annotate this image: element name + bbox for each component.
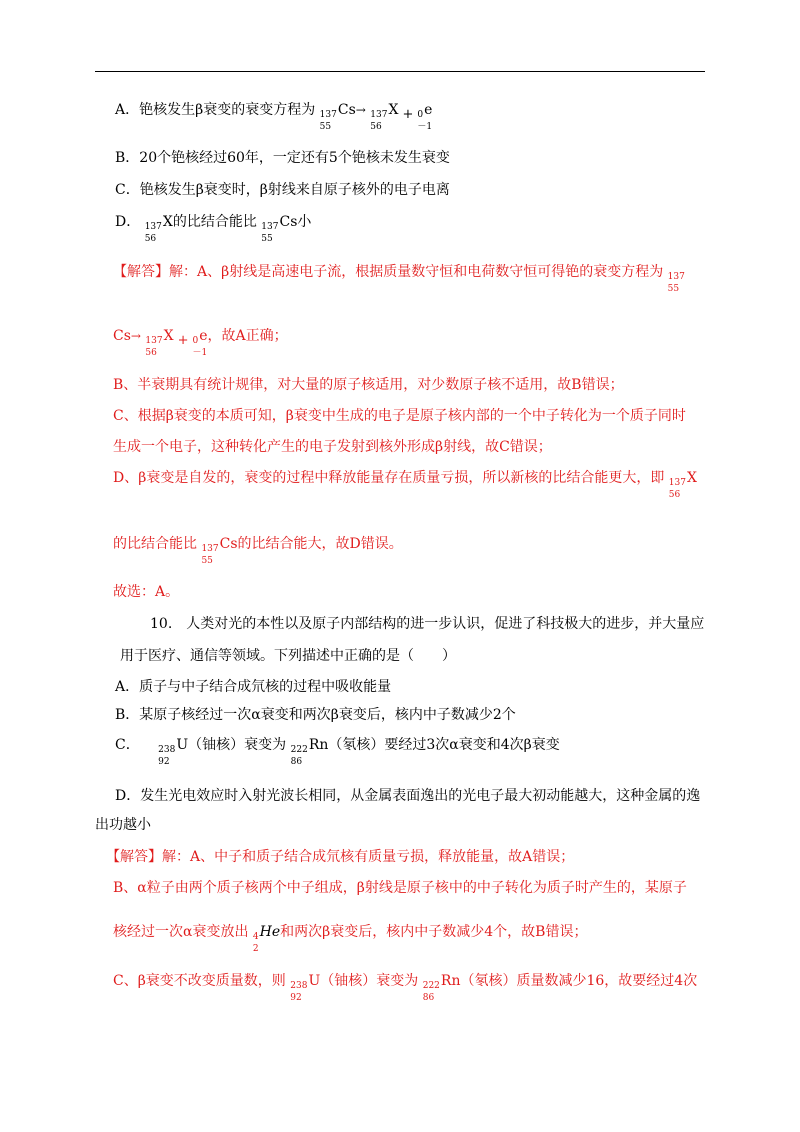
nuclide-e: $_0$ －1 [192, 336, 208, 358]
answer-tag: 【解答】 [113, 264, 169, 280]
nuclide-e: $_0$e －1 [417, 102, 433, 132]
arrow-icon: → [355, 103, 366, 117]
nuclide-x: $_{137}$X 56 [370, 102, 399, 132]
q10-answer-b-2: 核经过一次α衰变放出 $_4$He 2 和两次β衰变后，核内中子数减少4个，故B错误； [113, 924, 588, 954]
q9-answer-a: 【解答】解：A、β射线是高速电子流，根据质量数守恒和电荷数守恒可得铯的衰变方程为 $_{137}$ 55 [113, 264, 685, 294]
arrow-icon: → [130, 329, 141, 343]
q10-stem-1: 10. 人类对光的本性以及原子内部结构的进一步认识，促进了科技极大的进步，并大量应 [150, 616, 705, 632]
q10-option-c: C． $_{238}$U 92 （铀核）衰变为 $_{222}$Rn 86 （氡核）要经过3次α衰变和4次β衰变 [115, 737, 560, 767]
q9-answer-a-cont: Cs→ $_{137}$X 56 + $_0$ －1 e，故A正确； [113, 328, 288, 358]
nuclide-x: $_{137}$X 56 [145, 328, 174, 358]
q9-answer-c-2: 生成一个电子，这种转化产生的电子发射到核外形成β射线，故C错误； [113, 439, 552, 455]
nuclide-he: $_4$He 2 [252, 924, 281, 954]
q10-option-b: B．某原子核经过一次α衰变和两次β衰变后，核内中子数减少2个 [115, 707, 516, 723]
q9-answer-d-1: D、β衰变是自发的，衰变的过程中释放能量存在质量亏损，所以新核的比结合能更大，即 $_{137}$X 56 [113, 470, 697, 500]
q9-answer-d-2: 的比结合能比 $_{137}$Cs 55 的比结合能大，故D错误。 [113, 536, 403, 566]
header-rule [95, 71, 705, 72]
q9-answer-b: B、半衰期具有统计规律，对大量的原子核适用，对少数原子核不适用，故B错误； [113, 377, 624, 393]
nuclide-cs: $_{137}$Cs 55 [319, 102, 356, 132]
q10-option-a: A．质子与中子结合成氘核的过程中吸收能量 [115, 679, 392, 695]
q10-option-d-2: 出功越小 [95, 817, 151, 833]
nuclide-u: $_{238}$U 92 [158, 737, 189, 767]
nuclide-rn: $_{222}$Rn 86 [422, 973, 461, 1003]
nuclide-u: $_{238}$U 92 [290, 973, 321, 1003]
nuclide-cs: $_{137}$Cs 55 [261, 214, 298, 244]
answer-tag: 【解答】 [106, 849, 162, 865]
q9-option-c: C．铯核发生β衰变时，β射线来自原子核外的电子电离 [115, 182, 450, 198]
nuclide-cs: $_{137}$ 55 [667, 272, 685, 294]
nuclide-x: $_{137}$X 56 [144, 214, 173, 244]
q10-answer-a: 【解答】解：A、中子和质子结合成氘核有质量亏损，释放能量，故A错误； [106, 849, 575, 865]
nuclide-rn: $_{222}$Rn 86 [290, 737, 329, 767]
q10-answer-c: C、β衰变不改变质量数，则 $_{238}$U 92 （铀核）衰变为 $_{222}$Rn 86 （氡核）质量数减少16，故要经过4次 [113, 973, 698, 1003]
q9-answer-c-1: C、根据β衰变的本质可知，β衰变中生成的电子是原子核内部的一个中子转化为一个质子同时 [113, 408, 686, 424]
q9-answer-choice: 故选：A。 [113, 584, 180, 600]
q9-option-a: A．铯核发生β衰变的衰变方程为 $_{137}$Cs 55 → $_{137}$X 56 + $_0$e －1 [115, 102, 433, 132]
q10-option-d-1: D．发生光电效应时入射光波长相同，从金属表面逸出的光电子最大初动能越大，这种金属的逸 [115, 788, 701, 804]
q9-option-d: D． $_{137}$X 56 的比结合能比 $_{137}$Cs 55 小 [115, 214, 312, 244]
q10-stem-2: 用于医疗、通信等领域。下列描述中正确的是（ ） [120, 648, 456, 664]
nuclide-cs: $_{137}$Cs 55 [201, 536, 238, 566]
nuclide-x: $_{137}$X 56 [668, 470, 697, 500]
q10-answer-b-1: B、α粒子由两个质子核两个中子组成，β射线是原子核中的中子转化为质子时产生的，某原子 [113, 880, 687, 896]
q9-option-b: B．20个铯核经过60年，一定还有5个铯核未发生衰变 [115, 150, 450, 166]
